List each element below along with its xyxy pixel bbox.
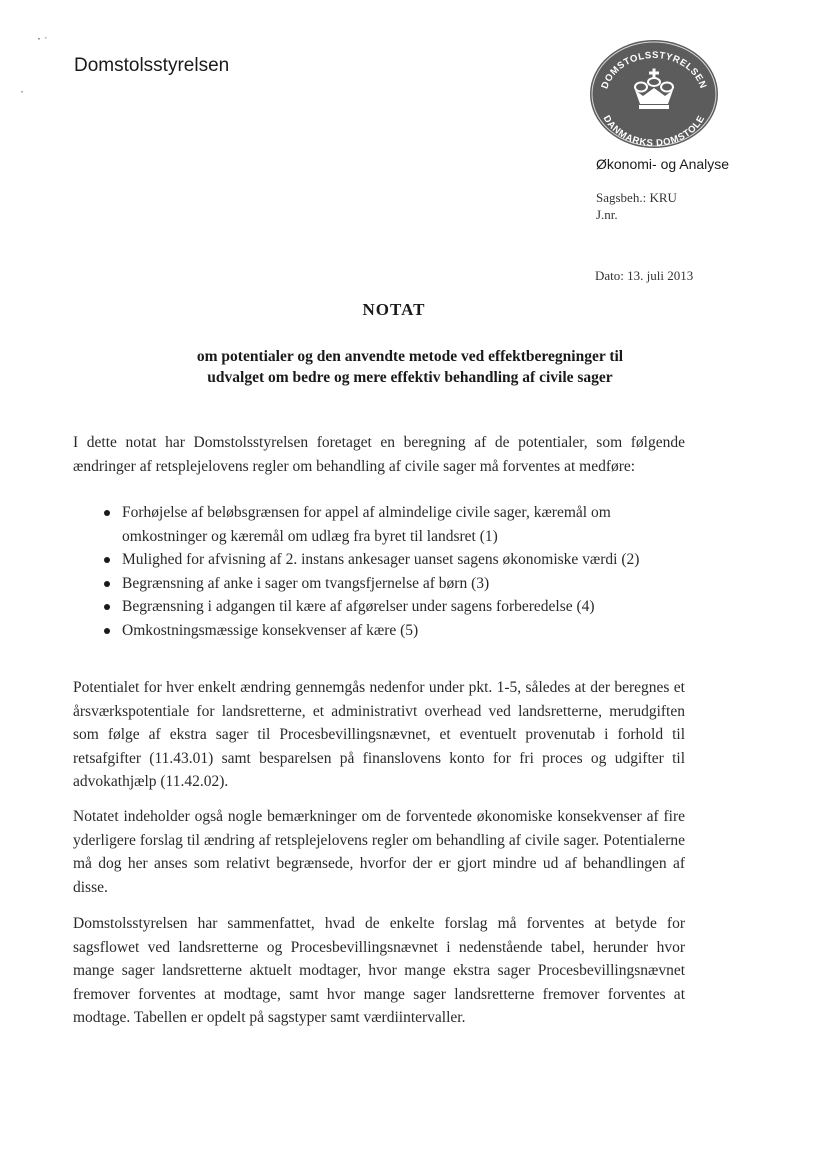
document-subtitle: [110, 346, 710, 388]
document-title: NOTAT: [362, 300, 426, 319]
subtitle-line-2: udvalget om bedre og mere effektiv behandling af civile sager: [207, 369, 613, 386]
journal-number: J.nr.: [596, 207, 618, 222]
list-item: Forhøjelse af beløbsgrænsen for appel af almindelige civile sager, kæremål om omkostninger og kæremål om udlæg fra byret til landsret (1): [104, 501, 684, 548]
list-item: Omkostningsmæssige konsekvenser af kære (5): [104, 619, 684, 643]
department-name: Økonomi- og Analyse: [596, 156, 730, 172]
list-item: Mulighed for afvisning af 2. instans ankesager uanset sagens økonomiske værdi (2): [104, 548, 684, 572]
organization-name: Domstolsstyrelsen: [74, 55, 230, 76]
subtitle-line-1: om potentialer og den anvendte metode ved effektberegninger til: [196, 348, 624, 365]
seal-bottom-text: DANMARKS DOMSTOLE: [600, 113, 708, 150]
scan-specks: [20, 36, 60, 96]
list-item: Begrænsning af anke i sager om tvangsfjernelse af børn (3): [104, 572, 684, 596]
document-date: Dato: 13. juli 2013: [595, 268, 694, 283]
paragraph-remarks: Notatet indeholder også nogle bemærkninger om de forventede økonomiske konsekvenser af fire yderligere forslag til ændring af retsplejelovens regler om behandling af civile sager. Potentialerne må dog her anses som relativt begrænsede, hvorfor der er gjort mindre ud af behandlingen af disse.: [73, 808, 685, 896]
sagsbehandler: Sagsbeh.: KRU: [596, 190, 677, 205]
intro-paragraph: I dette notat har Domstolsstyrelsen foretaget en beregning af de potentialer, som følgende ændringer af retsplejelovens regler om behandling af civile sager må forventes at medføre:: [73, 434, 685, 475]
seal-top-text: DOMSTOLSSTYRELSEN: [599, 49, 709, 91]
proposal-list: [104, 501, 684, 642]
paragraph-potential: Potentialet for hver enkelt ændring gennemgås nedenfor under pkt. 1-5, således at der beregnes et årsværkspotentiale for landsretterne, et administrativt overhead ved landsretterne, merudgiften som følge af ekstra sager til Procesbevillingsnævnet, et eventuelt provenutab i forhold til retsafgifter (11.43.01) samt besparelsen på finanslovens konto for fri proces og udgifter til advokathjælp (11.42.02).: [73, 679, 685, 790]
paragraph-summary: Domstolsstyrelsen har sammenfattet, hvad de enkelte forslag må forventes at betyde for sagsflowet ved landsretterne og Procesbevillingsnævnet i nedenstående tabel, herunder hvor mange sager landsretterne aktuelt modtager, hvor mange ekstra sager Procesbevillingsnævnet fremover forventes at modtage, samt hvor mange sager landsretterne fremover forventes at modtage. Tabellen er opdelt på sagstyper samt værdiintervaller.: [73, 915, 685, 1026]
seal-logo: [588, 38, 720, 150]
list-item: Begrænsning i adgangen til kære af afgørelser under sagens forberedelse (4): [104, 595, 684, 619]
case-meta: [596, 189, 677, 223]
